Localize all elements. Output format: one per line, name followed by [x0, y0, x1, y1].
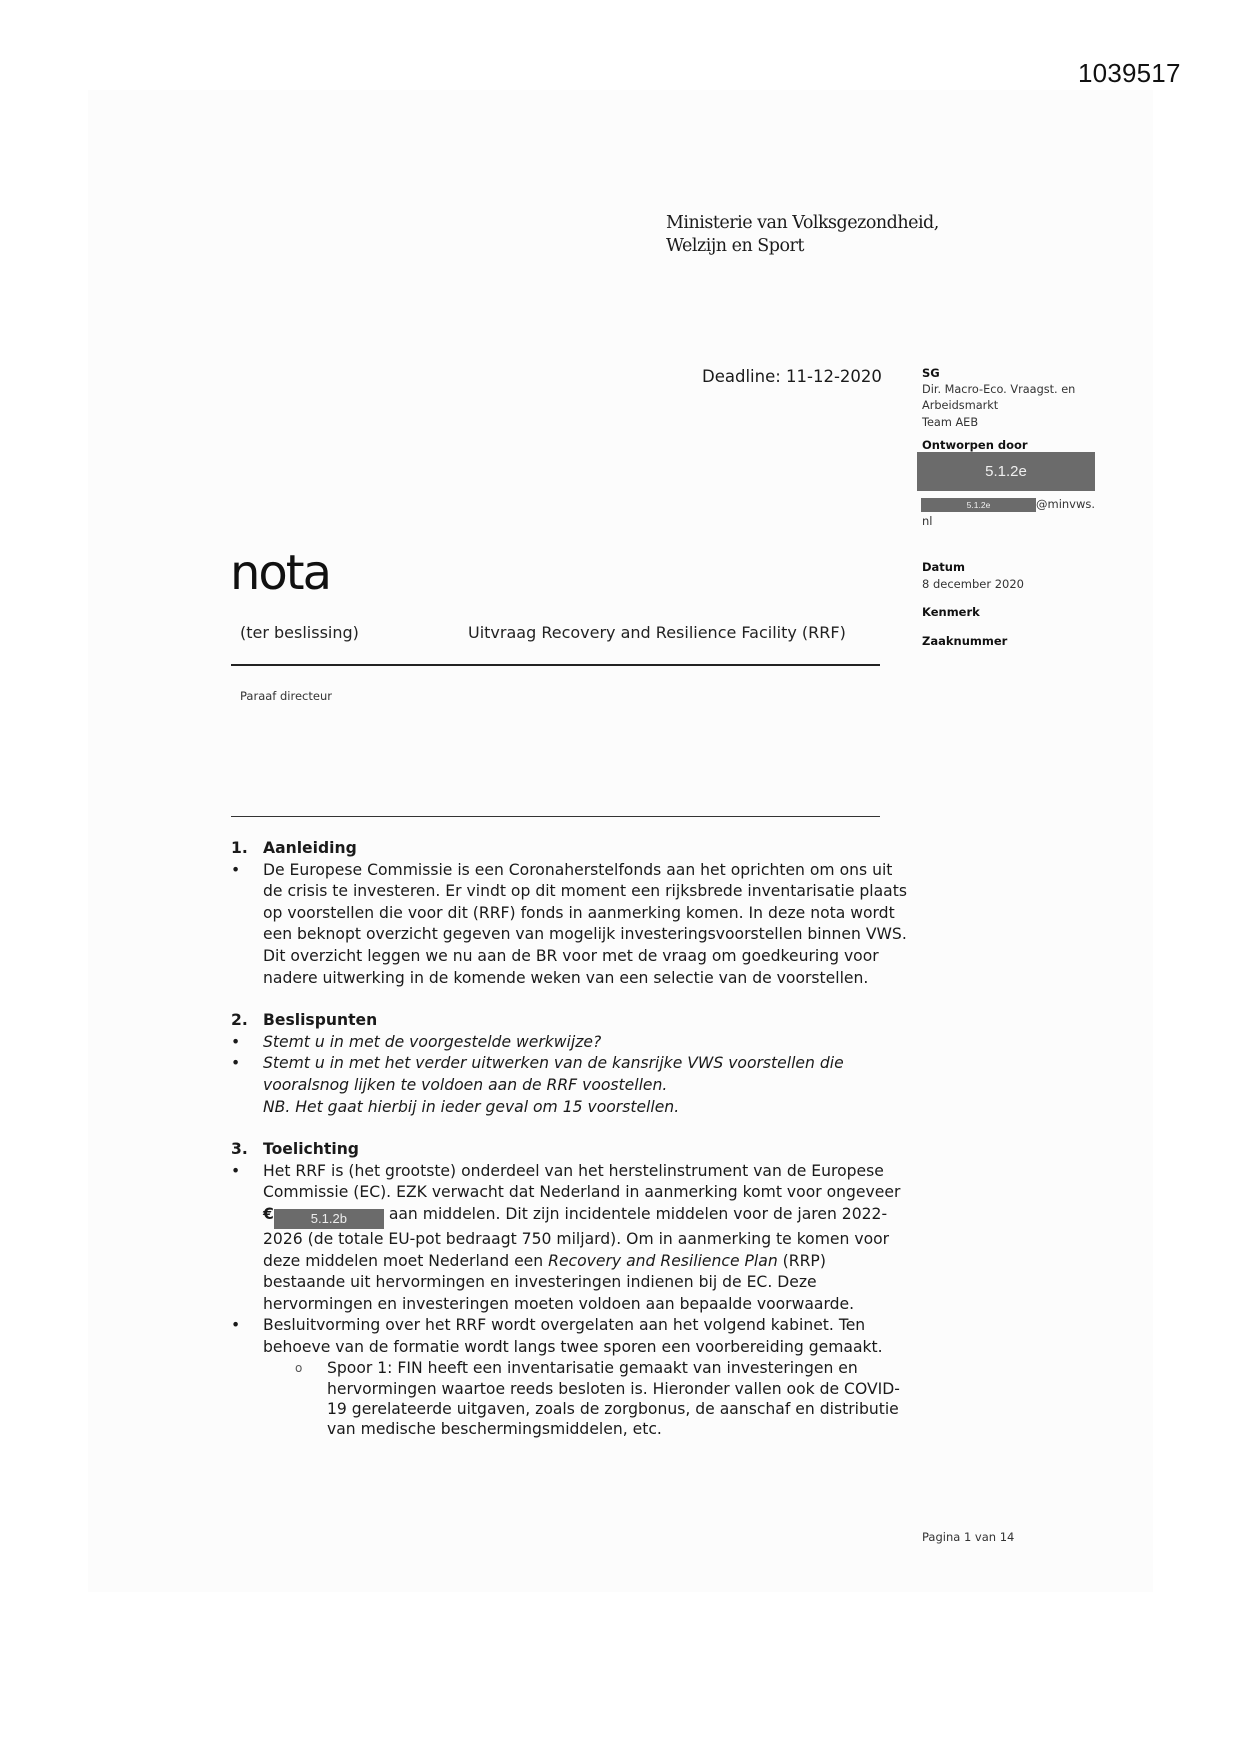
reference-label: Kenmerk: [922, 605, 980, 619]
case-number-label: Zaaknummer: [922, 633, 1008, 648]
email-domain: @minvws.: [1036, 497, 1096, 511]
bullet-icon: •: [231, 1054, 241, 1073]
ministry-line-1: Ministerie van Volksgezondheid,: [666, 213, 939, 233]
ministry-line-2: Welzijn en Sport: [666, 236, 804, 256]
document-body: [231, 838, 911, 1440]
sub-list-item: o Spoor 1: FIN heeft een inventarisatie gemaakt van investeringen en hervormingen waartoe reeds besloten is. Hieronder vallen ook de COVID-19 gerelateerde uitgaven, zoals de zorgbonus, de aanschaf en distributie van medische beschermingsmiddelen, etc.: [295, 1359, 900, 1439]
euro-sign: €: [263, 1204, 274, 1223]
org-label: SG: [922, 366, 940, 380]
note: NB. Het gaat hierbij in ieder geval om 15 voorstellen.: [263, 1097, 680, 1116]
divider: [231, 816, 880, 817]
list-item: • De Europese Commissie is een Coronaherstelfonds aan het oprichten om ons uit de crisis te investeren. Er vindt op dit moment een rijksbrede inventarisatie plaats op voorstellen die voor dit (RRF) fonds in aanmerking komen. In deze nota wordt een beknopt overzicht gegeven van mogelijk investeringsvoorstellen binnen VWS. Dit overzicht leggen we nu aan de BR voor met de vraag om goedkeuring voor nadere uitwerking in de komende weken van een selectie van de voorstellen.: [231, 860, 911, 990]
page-indicator: Pagina 1 van 14: [922, 1530, 1015, 1544]
deadline: Deadline: 11-12-2020: [702, 367, 882, 386]
sidebar-metadata: [922, 365, 1122, 454]
bullet-icon: •: [231, 860, 241, 879]
date-value: 8 december 2020: [922, 576, 1024, 591]
section-heading: 3. Toelichting: [231, 1140, 359, 1159]
date-label: Datum: [922, 560, 965, 574]
bullet-icon: •: [231, 1032, 241, 1051]
org-line: Dir. Macro-Eco. Vraagst. en: [922, 382, 1076, 396]
list-item: • Het RRF is (het grootste) onderdeel van het herstelinstrument van de Europese Commissie (EC). EZK verwacht dat Nederland in aanmerking komt voor ongeveer € 5.1.2b aan middelen. Dit zijn incidentele middelen voor de jaren 2022-2026 (de totale EU-pot bedraagt 750 miljard). Om in aanmerking te komen voor deze middelen moet Nederland een Recovery and Resilience Plan (RRP) bestaande uit hervormingen en investeringen indienen bij de EC. Deze hervormingen en investeringen moeten voldoen aan bepaalde voorwaarde.: [231, 1161, 911, 1316]
designed-by-label: Ontworpen door: [922, 438, 1028, 452]
org-line: Team AEB: [922, 415, 979, 429]
bullet-icon: •: [231, 1316, 241, 1335]
redaction-block: 5.1.2e: [917, 452, 1095, 491]
redaction-block: 5.1.2b: [274, 1209, 384, 1229]
email-tld: nl: [922, 514, 933, 528]
paraaf-label: Paraaf directeur: [240, 689, 332, 703]
redaction-block: 5.1.2e: [921, 498, 1036, 512]
org-line: Arbeidsmarkt: [922, 399, 999, 412]
date-reference-block: [922, 559, 1024, 649]
list-item: • Stemt u in met het verder uitwerken van de kansrijke VWS voorstellen die vooralsnog lijken te voldoen aan de RRF voostellen.: [231, 1053, 911, 1096]
list-item: • Stemt u in met de voorgestelde werkwijze?: [231, 1032, 911, 1054]
document-purpose: (ter beslissing): [240, 623, 359, 642]
document-id: 1039517: [1078, 58, 1181, 88]
divider: [231, 664, 880, 666]
bullet-icon: •: [231, 1161, 241, 1180]
circle-bullet-icon: o: [295, 1361, 303, 1376]
list-item: • Besluitvorming over het RRF wordt overgelaten aan het volgend kabinet. Ten behoeve van de formatie wordt langs twee sporen een voorbereiding gemaakt.: [231, 1315, 911, 1358]
document-type-title: nota: [230, 545, 331, 601]
section-heading: 1. Aanleiding: [231, 839, 357, 857]
ministry-logo-text: [666, 212, 939, 258]
section-heading: 2. Beslispunten: [231, 1011, 378, 1030]
document-subject: Uitvraag Recovery and Resilience Facility (RRF): [468, 623, 846, 642]
